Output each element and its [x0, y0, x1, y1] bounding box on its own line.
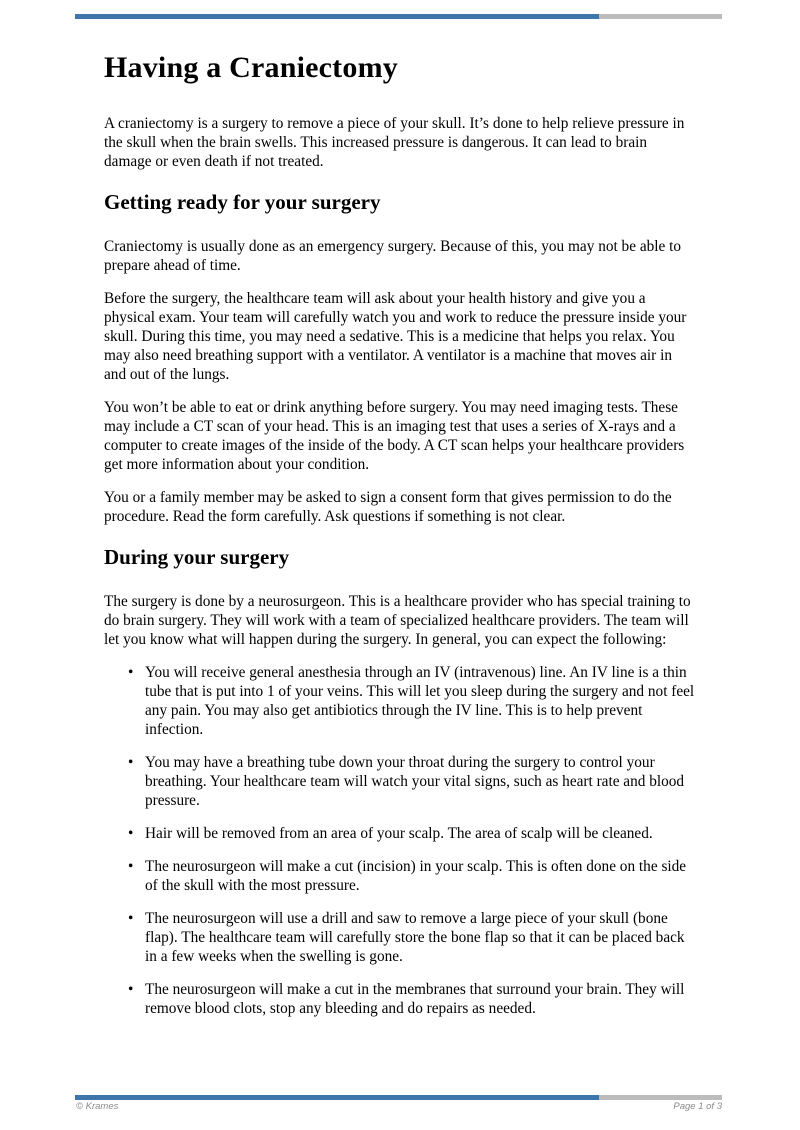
document-body: [104, 50, 697, 1032]
footer-copyright: © Krames: [76, 1101, 119, 1112]
footer: [76, 1101, 722, 1113]
document-title: Having a Craniectomy: [104, 51, 398, 84]
list-item: • The neurosurgeon will use a drill and saw to remove a large piece of your skull (bone flap). The healthcare team will carefully store the bone flap so that it can be placed back in a few weeks when the swelling is gone.: [145, 909, 697, 966]
list-item: • You will receive general anesthesia through an IV (intravenous) line. An IV line is a thin tube that is put into 1 of your veins. This will let you sleep during the surgery and not feel any pain. You may also get antibiotics through the IV line. This is to help prevent infection.: [145, 663, 697, 739]
section-heading-during-surgery: During your surgery: [104, 545, 290, 569]
footer-divider-blue-segment: [75, 1095, 599, 1100]
paragraph: You or a family member may be asked to sign a consent form that gives permission to do the procedure. Read the form carefully. Ask questions if something is not clear.: [104, 489, 672, 525]
paragraph: The surgery is done by a neurosurgeon. This is a healthcare provider who has special training to do brain surgery. They will work with a team of specialized healthcare providers. The team will let you know what will happen during the surgery. In general, you can expect the following:: [104, 593, 691, 648]
list-item: • The neurosurgeon will make a cut (incision) in your scalp. This is often done on the side of the skull with the most pressure.: [145, 857, 697, 895]
list-item: • You may have a breathing tube down your throat during the surgery to control your breathing. Your healthcare team will watch your vital signs, such as heart rate and blood pressure.: [145, 753, 697, 810]
bullet-list: [104, 663, 697, 1018]
top-divider-rule: [75, 14, 722, 19]
footer-page-number: Page 1 of 3: [673, 1101, 722, 1112]
list-item: • Hair will be removed from an area of your scalp. The area of scalp will be cleaned.: [145, 824, 697, 843]
section-heading-getting-ready: Getting ready for your surgery: [104, 190, 381, 214]
intro-paragraph: A craniectomy is a surgery to remove a piece of your skull. It’s done to help relieve pressure in the skull when the brain swells. This increased pressure is dangerous. It can lead to brain damage or even death if not treated.: [104, 115, 685, 170]
top-divider-blue-segment: [75, 14, 599, 19]
paragraph: Before the surgery, the healthcare team will ask about your health history and give you a physical exam. Your team will carefully watch you and work to reduce the pressure inside your skull. During this time, you may need a sedative. This is a medicine that helps you relax. You may also need breathing support with a ventilator. A ventilator is a machine that moves air in and out of the lungs.: [104, 290, 687, 383]
top-divider-gray-segment: [599, 14, 722, 19]
paragraph: Craniectomy is usually done as an emergency surgery. Because of this, you may not be able to prepare ahead of time.: [104, 238, 682, 274]
paragraph: You won’t be able to eat or drink anything before surgery. You may need imaging tests. These may include a CT scan of your head. This is an imaging test that uses a series of X-rays and a computer to create images of the inside of the body. A CT scan helps your healthcare providers get more information about your condition.: [104, 399, 685, 473]
footer-divider-gray-segment: [599, 1095, 722, 1100]
footer-divider-rule: [75, 1095, 722, 1100]
list-item: • The neurosurgeon will make a cut in the membranes that surround your brain. They will remove blood clots, stop any bleeding and do repairs as needed.: [145, 980, 697, 1018]
